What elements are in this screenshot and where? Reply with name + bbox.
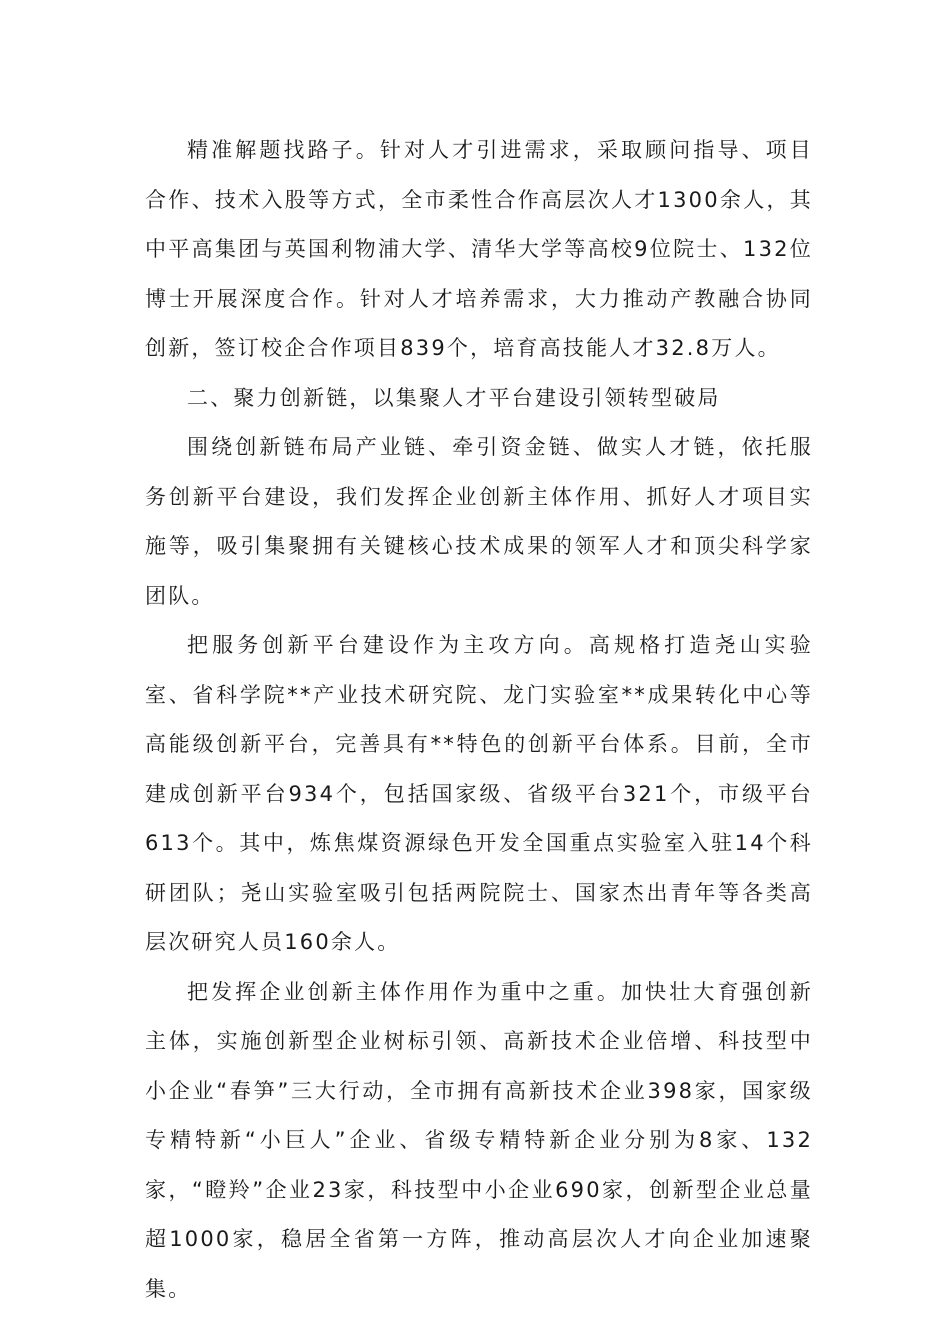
document-body [145, 126, 813, 1314]
paragraph-talent-solutions: 精准解题找路子。针对人才引进需求，采取顾问指导、项目合作、技术入股等方式，全市柔性合作高层次人才1300余人，其中平高集团与英国利物浦大学、清华大学等高校9位院士、132位博士开展深度合作。针对人才培养需求，大力推动产教融合协同创新，签订校企合作项目839个，培育高技能人才32.8万人。 [145, 138, 813, 360]
paragraph-enterprise-innovation: 把发挥企业创新主体作用作为重中之重。加快壮大育强创新主体，实施创新型企业树标引领、高新技术企业倍增、科技型中小企业“春笋”三大行动，全市拥有高新技术企业398家，国家级专精特新“小巨人”企业、省级专精特新企业分别为8家、132家，“瞪羚”企业23家，科技型中小企业690家，创新型企业总量超1000家，稳居全省第一方阵，推动高层次人才向企业加速聚集。 [145, 979, 813, 1301]
paragraph-innovation-platforms: 把服务创新平台建设作为主攻方向。高规格打造尧山实验室、省科学院**产业技术研究院、龙门实验室**成果转化中心等高能级创新平台，完善具有**特色的创新平台体系。目前，全市建成创新平台934个，包括国家级、省级平台321个，市级平台613个。其中，炼焦煤资源绿色开发全国重点实验室入驻14个科研团队；尧山实验室吸引包括两院院士、国家杰出青年等各类高层次研究人员160余人。 [145, 633, 813, 954]
paragraph-innovation-overview: 围绕创新链布局产业链、牵引资金链、做实人才链，依托服务创新平台建设，我们发挥企业创新主体作用、抓好人才项目实施等，吸引集聚拥有关键核心技术成果的领军人才和顶尖科学家团队。 [145, 435, 813, 608]
section-heading-innovation-chain: 二、聚力创新链，以集聚人才平台建设引领转型破局 [187, 385, 721, 410]
